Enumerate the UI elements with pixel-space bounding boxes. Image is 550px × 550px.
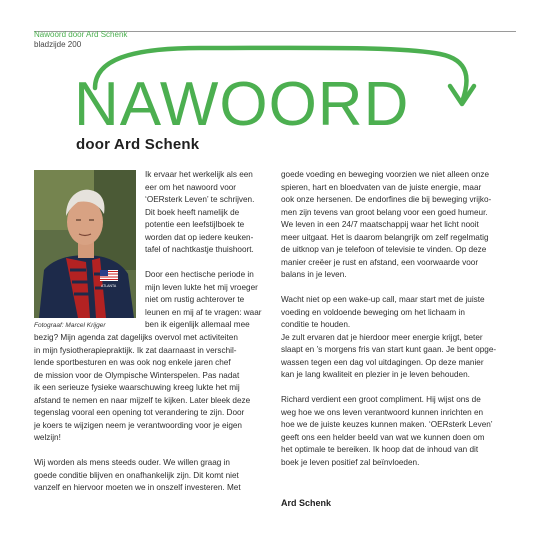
text-line: meer uitgaat. Het is daarom belangrijk om zelf regelmatig bbox=[281, 232, 489, 242]
text-line: weg hoe we ons leven verantwoord kunnen inrichten en bbox=[281, 407, 484, 417]
text-line: Ik ervaar het werkelijk als een bbox=[145, 170, 253, 179]
text-line: welzijn! bbox=[34, 433, 61, 442]
text-line: manier creëer je rust en afstand, een voorwaarde voor bbox=[281, 257, 479, 267]
text-line: balans in je leven. bbox=[281, 270, 347, 279]
text-line: ook onze hersenen. De endorfines die bij beweging vrijko- bbox=[281, 195, 492, 204]
text-line: goede conditie blijven en onafhankelijk zijn. Dit komt niet bbox=[34, 470, 239, 480]
text-line: tafel of nachtkastje thuishoort. bbox=[145, 245, 254, 254]
text-line bbox=[281, 382, 517, 395]
text-line bbox=[34, 445, 274, 458]
text-line: eer om het nawoord voor bbox=[145, 182, 237, 192]
text-line: vanzelf en hiervoor moeten we in onszelf investeren. Met bbox=[34, 483, 241, 492]
text-line bbox=[145, 257, 273, 270]
text-line: ‘OERsterk Leven’ te schrijven. bbox=[145, 195, 255, 204]
text-line: tegenslag vooral een opening tot verandering te zijn. Door bbox=[34, 408, 245, 417]
left-column-beside-photo bbox=[145, 169, 273, 332]
text-line: Je zult ervaren dat je hierdoor meer energie krijgt, beter bbox=[281, 332, 483, 342]
text-line: spieren, hart en bloedvaten van de juiste energie, maar bbox=[281, 182, 482, 192]
text-line: geeft ons een helder beeld van wat we kunnen doen om bbox=[281, 432, 485, 442]
text-line: boek je leven positief zal beïnvloeden. bbox=[281, 457, 420, 467]
text-line: mijn leven lukte het mij vroeger bbox=[145, 282, 258, 292]
text-line: het optimale te bereiken. Ik hoop dat de inhoud van dit bbox=[281, 445, 479, 454]
text-line: We leven in een 24/7 maatschappij waar het licht nooit bbox=[281, 220, 479, 229]
text-line: hoe we de juiste keuzes kunnen maken. ‘OERsterk Leven’ bbox=[281, 420, 493, 429]
text-line: niet om rustig achterover te bbox=[145, 295, 245, 304]
left-column-full-width bbox=[34, 332, 274, 495]
page-subtitle: door Ard Schenk bbox=[76, 136, 200, 153]
text-line: Door een hectische periode in bbox=[145, 270, 254, 279]
text-line: afstand te nemen en naar mijzelf te kijken. Later bleek deze bbox=[34, 395, 251, 405]
text-line: Richard verdient een groot compliment. Hij wijst ons de bbox=[281, 395, 481, 404]
page-number: bladzijde 200 bbox=[34, 40, 82, 49]
page-title: NAWOORD bbox=[74, 70, 410, 139]
right-column bbox=[281, 169, 517, 469]
badge-text: ATLANTA bbox=[101, 284, 117, 288]
text-line: je koers te wijzigen neem je verantwoording voor je eigen bbox=[34, 420, 242, 430]
text-line: de mission voor de Olympische Winterspelen. Pas nadat bbox=[34, 370, 240, 380]
text-line: men zijn tevens van groot belang voor een goed humeur. bbox=[281, 207, 488, 217]
author-photo bbox=[34, 170, 136, 318]
text-line: ik een serieuze fysieke waarschuwing kreeg lukte het mij bbox=[34, 383, 240, 392]
text-line: slaapt en ’s morgens fris van start kunt gaan. Je bent opge- bbox=[281, 345, 497, 354]
text-line: Wij worden als mens steeds ouder. We willen graag in bbox=[34, 458, 230, 467]
text-line: de uitknop van je telefoon of televisie te vinden. Op deze bbox=[281, 245, 487, 254]
text-line: Dit boek heeft namelijk de bbox=[145, 207, 240, 217]
text-line: leunen en mij af te vragen: waar bbox=[145, 307, 262, 317]
text-line: in mijn fysiotherapiepraktijk. Ik zat daarnaast in verschil- bbox=[34, 345, 237, 355]
signature: Ard Schenk bbox=[281, 498, 332, 508]
text-line: wassen tegen een dag vol uitdagingen. Op deze manier bbox=[281, 357, 484, 367]
text-line: ben ik eigenlijk allemaal mee bbox=[145, 320, 250, 329]
text-line: lende sportbesturen en was ook nog enkele jaren chef bbox=[34, 358, 231, 367]
text-line: voeding en voldoende beweging om het lichaam in bbox=[281, 307, 465, 317]
text-line: goede voeding en beweging voorzien we niet alleen onze bbox=[281, 170, 490, 179]
photo-caption: Fotograaf: Marcel Krijger bbox=[34, 322, 106, 329]
text-line: potentie een leefstijlboek te bbox=[145, 220, 245, 229]
text-line: Wacht niet op een wake-up call, maar start met de juiste bbox=[281, 295, 485, 304]
running-title: Nawoord door Ard Schenk bbox=[34, 30, 128, 39]
text-line: bezig? Mijn agenda zat dagelijks overvol met activiteiten bbox=[34, 333, 238, 342]
text-line: kan je lang kwaliteit en plezier in je leven behouden. bbox=[281, 370, 470, 379]
text-line: worden dat op iedere keuken- bbox=[145, 232, 254, 242]
text-line: conditie te houden. bbox=[281, 320, 351, 329]
text-line bbox=[281, 282, 517, 295]
